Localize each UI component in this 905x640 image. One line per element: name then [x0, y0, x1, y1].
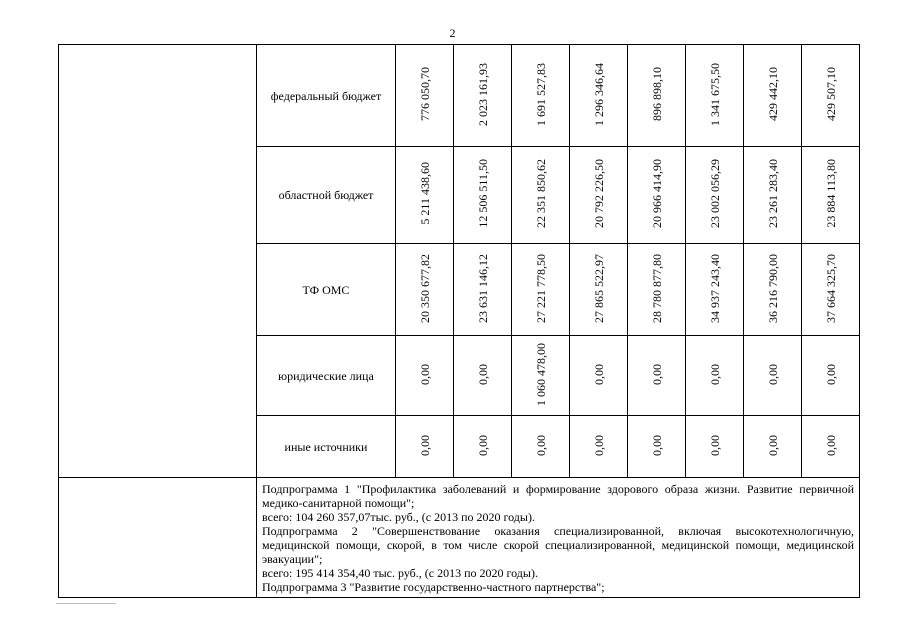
amount-value: 0,00	[475, 363, 490, 385]
amount-value: 20 350 677,82	[417, 253, 432, 323]
amount-cell	[512, 45, 570, 147]
amount-value: 0,00	[765, 434, 780, 456]
amount-value: 23 002 056,29	[707, 159, 722, 228]
amount-cell	[628, 336, 686, 416]
funding-source-label: иные источники	[257, 416, 396, 478]
passport-label-cell	[59, 45, 257, 478]
subprograms-description	[257, 478, 860, 598]
amount-cell	[512, 244, 570, 336]
amount-value: 0,00	[707, 363, 722, 385]
amount-cell	[628, 416, 686, 478]
amount-value: 1 060 478,00	[533, 342, 548, 406]
amount-value: 0,00	[765, 363, 780, 385]
amount-cell	[396, 416, 454, 478]
amount-cell	[396, 147, 454, 244]
amount-cell	[570, 336, 628, 416]
amount-cell	[570, 45, 628, 147]
amount-value: 0,00	[591, 434, 606, 456]
amount-cell	[570, 244, 628, 336]
amount-cell	[802, 45, 860, 147]
amount-value: 27 865 522,97	[591, 253, 606, 323]
amount-value: 22 351 850,62	[533, 159, 548, 228]
subprogram-line: всего: 195 414 354,40 тыс. руб., (с 2013 по 2020 годы).	[262, 566, 538, 580]
amount-value: 5 211 438,60	[417, 162, 432, 225]
amount-value: 1 296 346,64	[591, 62, 606, 126]
amount-cell	[802, 147, 860, 244]
amount-cell	[454, 147, 512, 244]
amount-value: 23 261 283,40	[765, 159, 780, 228]
amount-value: 12 506 511,50	[475, 159, 490, 228]
amount-value: 0,00	[823, 363, 838, 385]
funding-source-label: областной бюджет	[257, 147, 396, 244]
page-number: 2	[449, 26, 456, 40]
amount-cell	[628, 45, 686, 147]
amount-cell	[686, 45, 744, 147]
amount-cell	[570, 416, 628, 478]
amount-value: 27 221 778,50	[533, 253, 548, 323]
amount-value: 36 216 790,00	[765, 253, 780, 323]
subprogram-line: всего: 104 260 357,07тыс. руб., (с 2013 по 2020 годы).	[262, 510, 535, 524]
amount-value: 0,00	[823, 434, 838, 456]
amount-cell	[744, 244, 802, 336]
amount-value: 1 691 527,83	[533, 62, 548, 126]
amount-cell	[802, 244, 860, 336]
amount-cell	[570, 147, 628, 244]
funding-source-label: юридические лица	[257, 336, 396, 416]
amount-value: 23 631 146,12	[475, 253, 490, 323]
amount-value: 23 884 113,80	[823, 159, 838, 228]
amount-value: 776 050,70	[417, 67, 432, 121]
amount-value: 20 792 226,50	[591, 159, 606, 228]
funding-source-label: ТФ ОМС	[257, 244, 396, 336]
amount-value: 0,00	[707, 434, 722, 456]
amount-cell	[744, 336, 802, 416]
scan-margin-mark	[56, 603, 116, 604]
subprogram-line: Подпрограмма 3 "Развитие государственно-частного партнерства";	[262, 580, 605, 594]
amount-cell	[686, 244, 744, 336]
amount-cell	[396, 336, 454, 416]
amount-cell	[512, 147, 570, 244]
amount-cell	[686, 416, 744, 478]
amount-value: 0,00	[533, 434, 548, 456]
subprogram-line: Подпрограмма 2 "Совершенствование оказания специализированной, включая высокотехнологичную, медицинской помощи, скорой, в том числе скорой специализированной, медицинской помощи, медицинской эвакуации";	[262, 524, 854, 566]
amount-cell	[454, 45, 512, 147]
amount-cell	[802, 336, 860, 416]
amount-cell	[454, 416, 512, 478]
amount-value: 0,00	[649, 434, 664, 456]
funding-source-label: федеральный бюджет	[257, 45, 396, 147]
amount-cell	[512, 336, 570, 416]
amount-cell	[396, 45, 454, 147]
table-row-subprograms	[59, 478, 860, 598]
table-row-federal	[59, 45, 860, 147]
funding-table-container	[58, 44, 855, 597]
amount-value: 0,00	[417, 363, 432, 385]
amount-cell	[802, 416, 860, 478]
amount-value: 1 341 675,50	[707, 62, 722, 126]
amount-cell	[628, 244, 686, 336]
funding-table	[58, 44, 860, 598]
amount-value: 429 507,10	[823, 67, 838, 121]
amount-value: 0,00	[475, 434, 490, 456]
amount-cell	[396, 244, 454, 336]
subprogram-line: Подпрограмма 1 "Профилактика заболеваний и формирование здорового образа жизни. Развитие первичной медико-санитарной помощи";	[262, 482, 854, 510]
amount-value: 0,00	[591, 363, 606, 385]
amount-value: 20 966 414,90	[649, 159, 664, 228]
amount-cell	[686, 147, 744, 244]
subprograms-label-cell	[59, 478, 257, 598]
amount-value: 34 937 243,40	[707, 253, 722, 323]
amount-value: 37 664 325,70	[823, 253, 838, 323]
amount-value: 2 023 161,93	[475, 62, 490, 126]
amount-value: 429 442,10	[765, 67, 780, 121]
amount-cell	[744, 45, 802, 147]
amount-cell	[628, 147, 686, 244]
amount-value: 28 780 877,80	[649, 253, 664, 323]
amount-cell	[454, 244, 512, 336]
amount-cell	[512, 416, 570, 478]
amount-value: 0,00	[417, 434, 432, 456]
amount-cell	[744, 147, 802, 244]
amount-value: 0,00	[649, 363, 664, 385]
amount-cell	[454, 336, 512, 416]
amount-cell	[744, 416, 802, 478]
amount-cell	[686, 336, 744, 416]
amount-value: 896 898,10	[649, 67, 664, 121]
